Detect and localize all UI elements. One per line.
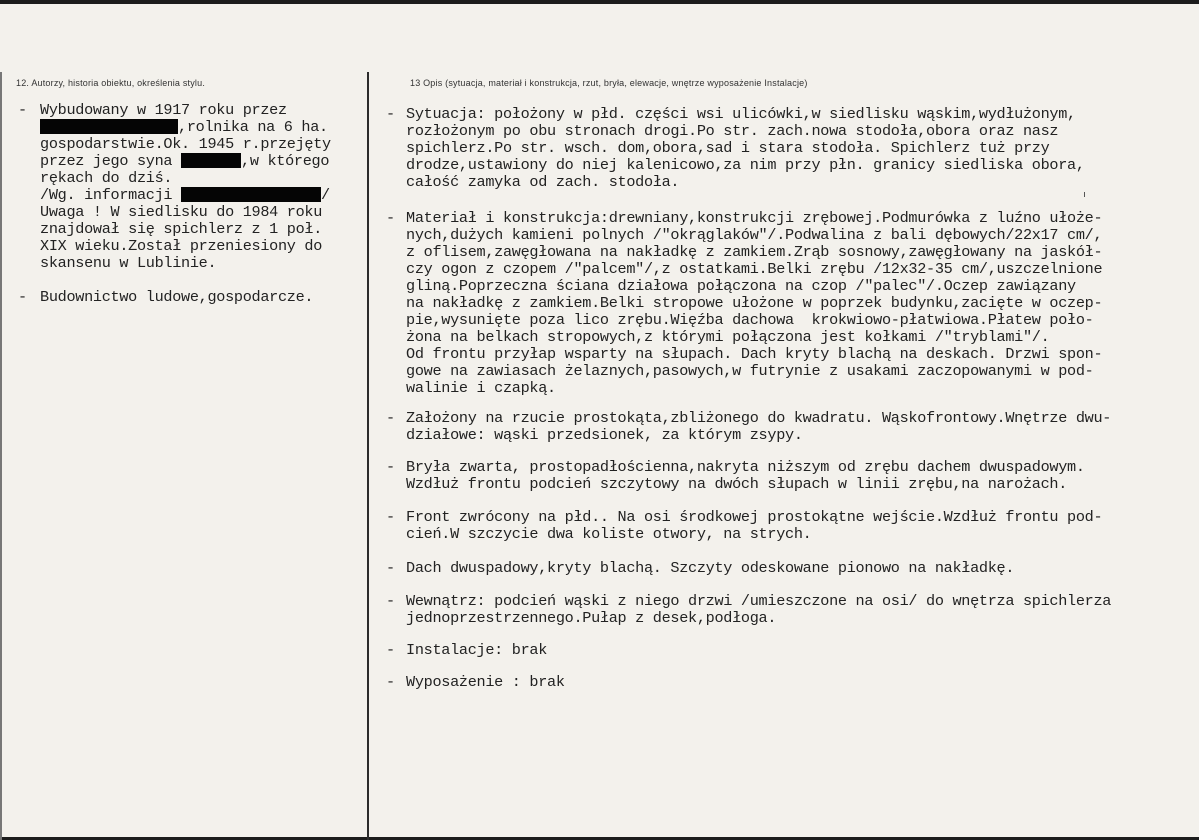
document-sheet <box>0 4 1199 837</box>
bullet: - <box>386 508 396 526</box>
right-column-header: 13 Opis (sytuacja, materiał i konstrukcja, rzut, bryła, elewacje, wnętrze wyposażenie Instalacje) <box>410 78 808 88</box>
text-line: Budownictwo ludowe,gospodarcze. <box>40 288 314 306</box>
bullet: - <box>386 641 396 659</box>
bullet: - <box>18 288 28 306</box>
paragraph-installations: Instalacje: brak <box>406 641 548 659</box>
bullet: - <box>386 409 396 427</box>
text-line: Uwaga ! W siedlisku do 1984 roku <box>40 203 323 221</box>
text-line: pie,wysunięte poza lico zrębu.Więźba dachowa krokwiowo-płatwiowa.Płatew poło- <box>406 311 1094 329</box>
left-edge-line <box>0 72 2 840</box>
bullet: - <box>386 209 396 227</box>
bullet: - <box>386 592 396 610</box>
text-line: skansenu w Lublinie. <box>40 254 217 272</box>
text-line: Od frontu przyłap wsparty na słupach. Dach kryty blachą na deskach. Drzwi spon- <box>406 345 1103 363</box>
text-line: gowe na zawiasach żelaznych,pasowych,w futrynie z usakami zaczopowanymi w pod- <box>406 362 1094 380</box>
text-line: rozłożonym po obu stronach drogi.Po str. zach.nowa stodoła,obora oraz nasz <box>406 122 1059 140</box>
redaction-bar <box>181 153 241 168</box>
text-line: nych,dużych kamieni polnych /"okrąglaków"/.Podwalina z bali dębowych/22x17 cm/, <box>406 226 1103 244</box>
text-line: całość zamyka od zach. stodoła. <box>406 173 680 191</box>
bullet: - <box>386 105 396 123</box>
text-line: czy ogon z czopem /"palcem"/,z ostatkami.Belki zrębu /12x32-35 cm/,uszczelnione <box>406 260 1103 278</box>
text-line: rękach do dziś. <box>40 169 173 187</box>
redaction-bar <box>181 187 321 202</box>
column-divider <box>367 72 369 840</box>
redaction-bar <box>40 119 178 134</box>
paragraph-roof: Dach dwuspadowy,kryty blachą. Szczyty odeskowane pionowo na nakładkę. <box>406 559 1015 577</box>
text-line: jednoprzestrzennego.Pułap z desek,podłoga. <box>406 609 777 627</box>
bullet: - <box>386 673 396 691</box>
text-line: Front zwrócony na płd.. Na osi środkowej prostokątne wejście.Wzdłuż frontu pod- <box>406 508 1103 526</box>
bullet: - <box>386 458 396 476</box>
pen-mark <box>1084 192 1085 197</box>
text-line: przez jego syna ,w którego <box>40 152 330 170</box>
text-line: cień.W szczycie dwa koliste otwory, na strych. <box>406 525 812 543</box>
text-line: Wewnątrz: podcień wąski z niego drzwi /umieszczone na osi/ do wnętrza spichlerza <box>406 592 1112 610</box>
text-line: spichlerz.Po str. wsch. dom,obora,sad i stara stodoła. Spichlerz tuż przy <box>406 139 1050 157</box>
bullet: - <box>18 101 28 119</box>
paragraph-equipment: Wyposażenie : brak <box>406 673 565 691</box>
text-line: XIX wieku.Został przeniesiony do <box>40 237 323 255</box>
bullet: - <box>386 559 396 577</box>
text-line: Materiał i konstrukcja:drewniany,konstrukcji zrębowej.Podmurówka z luźno ułoże- <box>406 209 1103 227</box>
text-line: walinie i czapką. <box>406 379 556 397</box>
text-line: z oflisem,zawęgłowana na nakładkę z zamkiem.Zrąb sosnowy,zawęgłowany na jaskół- <box>406 243 1103 261</box>
text-line: Bryła zwarta, prostopadłościenna,nakryta niższym od zrębu dachem dwuspadowym. <box>406 458 1085 476</box>
text-line: gliną.Poprzeczna ściana działowa połączona na czop /"palec"/.Oczep zawiązany <box>406 277 1076 295</box>
left-column-header: 12. Autorzy, historia obiektu, określenia stylu. <box>16 78 206 88</box>
text-line: Wzdłuż frontu podcień szczytowy na dwóch słupach w linii zrębu,na narożach. <box>406 475 1068 493</box>
text-line: działowe: wąski przedsionek, za którym zsypy. <box>406 426 803 444</box>
text-line: znajdował się spichlerz z 1 poł. <box>40 220 323 238</box>
text-line: Wybudowany w 1917 roku przez <box>40 101 287 119</box>
text-line: Założony na rzucie prostokąta,zbliżonego do kwadratu. Wąskofrontowy.Wnętrze dwu- <box>406 409 1112 427</box>
text-line: na nakładkę z zamkiem.Belki stropowe ułożone w poprzek budynku,zacięte w oczep- <box>406 294 1103 312</box>
text-line: /Wg. informacji / <box>40 186 330 204</box>
text-line: drodze,ustawiony do niej kalenicowo,za nim przy płn. granicy siedliska obora, <box>406 156 1085 174</box>
text-line: gospodarstwie.Ok. 1945 r.przejęty <box>40 135 331 153</box>
text-line: Sytuacja: położony w płd. części wsi ulicówki,w siedlisku wąskim,wydłużonym, <box>406 105 1076 123</box>
text-line: ,rolnika na 6 ha. <box>40 119 328 136</box>
text-line: żona na belkach stropowych,z którymi połączona jest kołkami /"tryblami"/. <box>406 328 1050 346</box>
